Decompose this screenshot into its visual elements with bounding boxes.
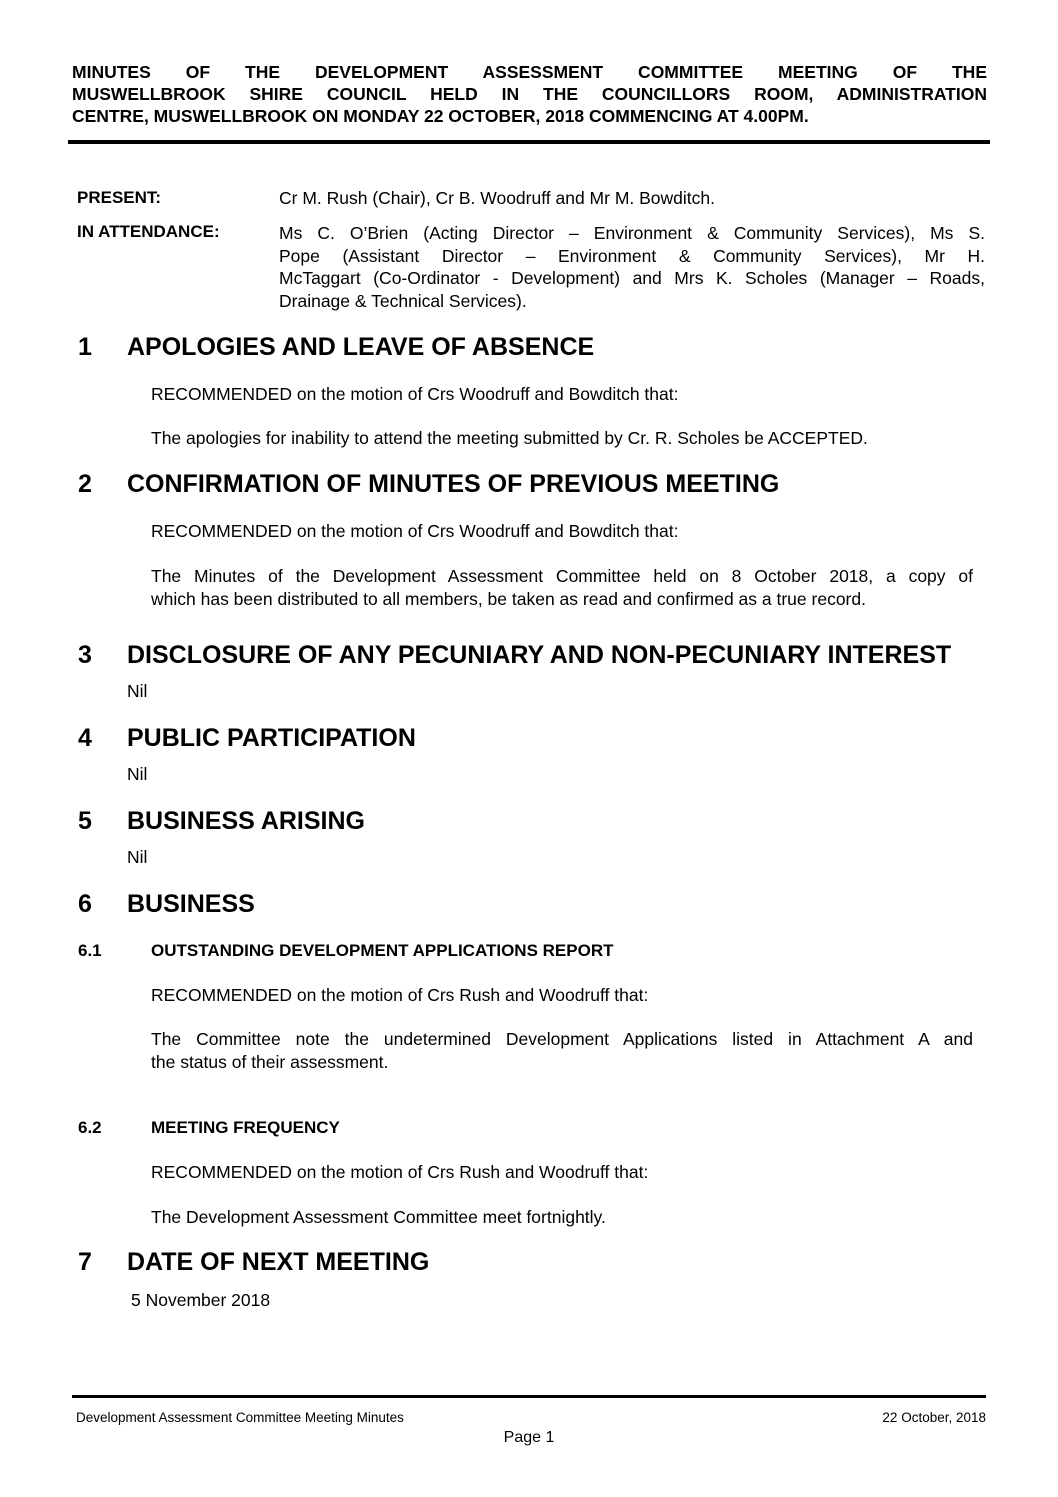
subsection-6-2-resolution: The Development Assessment Committee meet fortnightly. — [151, 1207, 606, 1227]
title-line-3: CENTRE, MUSWELLBROOK ON MONDAY 22 OCTOBER, 2018 COMMENCING AT 4.00PM. — [72, 106, 809, 126]
section-2-resolution-line-2: which has been distributed to all members, be taken as read and confirmed as a true record. — [151, 588, 866, 609]
section-2-resolution-line-1: The Minutes of the Development Assessment Committee held on 8 October 2018, a copy of — [151, 566, 973, 586]
section-1-motion: RECOMMENDED on the motion of Crs Woodruff and Bowditch that: — [151, 384, 679, 404]
in-attendance-line-4: Drainage & Technical Services). — [279, 290, 527, 311]
section-1-number: 1 — [78, 333, 92, 361]
section-2-resolution — [151, 565, 973, 610]
section-5-heading: BUSINESS ARISING — [127, 807, 366, 835]
section-7-heading: DATE OF NEXT MEETING — [127, 1248, 430, 1276]
section-5-number: 5 — [78, 807, 92, 835]
section-1-resolution: The apologies for inability to attend the meeting submitted by Cr. R. Scholes be ACCEPTED. — [151, 428, 868, 448]
section-7-body: 5 November 2018 — [131, 1290, 271, 1310]
footer-divider — [72, 1395, 986, 1398]
subsection-6-1-resolution — [151, 1028, 973, 1073]
in-attendance-text — [279, 222, 985, 312]
present-text: Cr M. Rush (Chair), Cr B. Woodruff and Mr M. Bowditch. — [279, 188, 715, 208]
section-2-number: 2 — [78, 470, 92, 498]
section-2-heading: CONFIRMATION OF MINUTES OF PREVIOUS MEETING — [127, 470, 780, 498]
document-title — [72, 61, 987, 127]
footer-date: 22 October, 2018 — [882, 1410, 986, 1425]
present-label: PRESENT: — [77, 188, 162, 207]
section-2-motion: RECOMMENDED on the motion of Crs Woodruff and Bowditch that: — [151, 521, 679, 541]
section-6-number: 6 — [78, 890, 92, 918]
subsection-6-1-number: 6.1 — [78, 941, 102, 960]
section-1-heading: APOLOGIES AND LEAVE OF ABSENCE — [127, 333, 595, 361]
in-attendance-line-1: Ms C. O’Brien (Acting Director – Environment & Community Services), Ms S. — [279, 223, 985, 243]
subsection-6-1-resolution-line-1: The Committee note the undetermined Development Applications listed in Attachment A and — [151, 1029, 973, 1049]
subsection-6-2-motion: RECOMMENDED on the motion of Crs Rush and Woodruff that: — [151, 1162, 649, 1182]
subsection-6-1-resolution-line-2: the status of their assessment. — [151, 1051, 389, 1072]
section-7-number: 7 — [78, 1248, 92, 1276]
page-number: Page 1 — [503, 1429, 555, 1446]
subsection-6-1-heading: OUTSTANDING DEVELOPMENT APPLICATIONS REPORT — [151, 941, 614, 960]
subsection-6-2-heading: MEETING FREQUENCY — [151, 1118, 340, 1137]
subsection-6-1-motion: RECOMMENDED on the motion of Crs Rush and Woodruff that: — [151, 985, 649, 1005]
section-3-body: Nil — [127, 681, 148, 701]
title-divider — [68, 140, 990, 144]
in-attendance-line-2: Pope (Assistant Director – Environment & Community Services), Mr H. — [279, 245, 985, 266]
section-3-heading: DISCLOSURE OF ANY PECUNIARY AND NON-PECUNIARY INTEREST — [127, 641, 952, 669]
subsection-6-2-number: 6.2 — [78, 1118, 102, 1137]
title-line-1: MINUTES OF THE DEVELOPMENT ASSESSMENT COMMITTEE MEETING OF THE — [72, 62, 987, 82]
in-attendance-label: IN ATTENDANCE: — [77, 222, 220, 241]
in-attendance-line-3: McTaggart (Co-Ordinator - Development) and Mrs K. Scholes (Manager – Roads, — [279, 268, 985, 288]
section-5-body: Nil — [127, 847, 148, 867]
section-6-heading: BUSINESS — [127, 890, 255, 918]
section-4-heading: PUBLIC PARTICIPATION — [127, 724, 416, 752]
section-4-number: 4 — [78, 724, 92, 752]
section-3-number: 3 — [78, 641, 92, 669]
section-4-body: Nil — [127, 764, 148, 784]
title-line-2: MUSWELLBROOK SHIRE COUNCIL HELD IN THE COUNCILLORS ROOM, ADMINISTRATION — [72, 84, 987, 104]
footer-document-name: Development Assessment Committee Meeting Minutes — [76, 1410, 404, 1425]
